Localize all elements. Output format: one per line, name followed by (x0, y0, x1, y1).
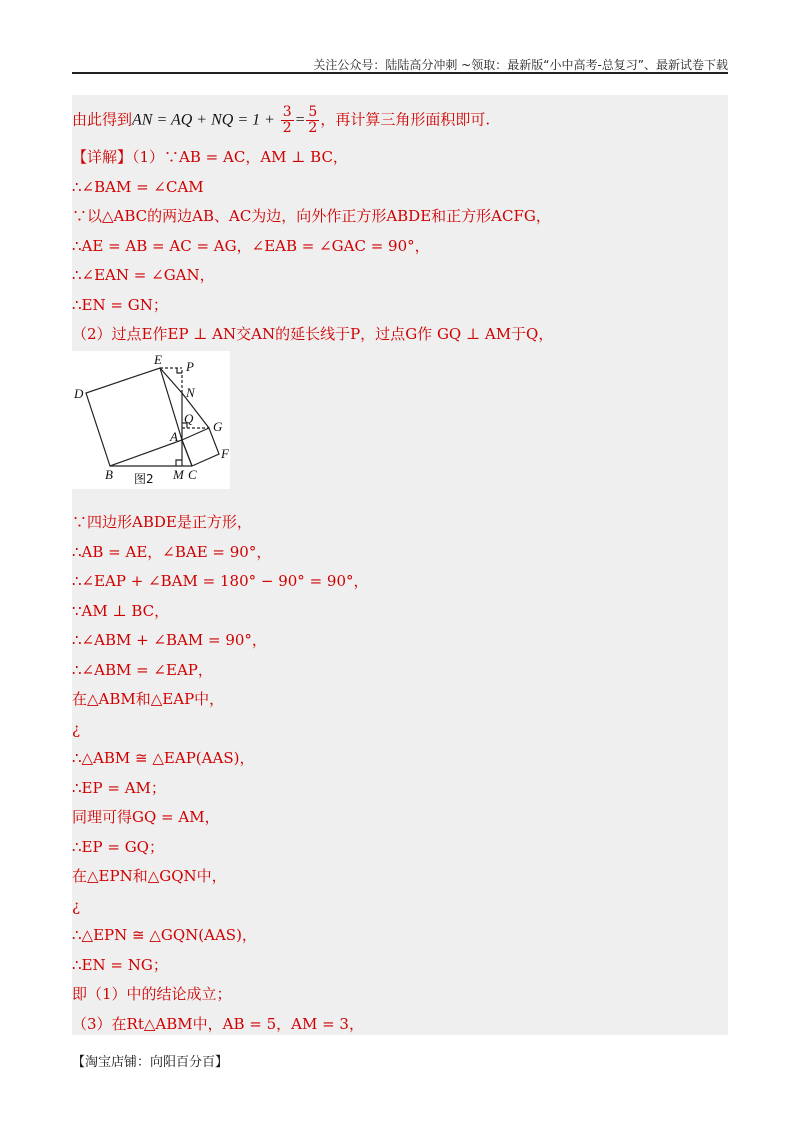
solution-line: ∴∠BAM = ∠CAM (72, 178, 204, 196)
figure-caption: 图2 (134, 472, 154, 486)
solution-line: ∴∠ABM = ∠EAP， (72, 661, 213, 679)
solution-line: ∴EP = AM； (72, 779, 166, 797)
header-rule (72, 72, 728, 74)
label-m: M (173, 467, 184, 482)
label-e: E (154, 352, 162, 367)
solution-line: ¿ (72, 720, 81, 738)
geometry-figure (72, 351, 230, 489)
label-b: B (105, 467, 113, 482)
solution-line: ∴EN = GN； (72, 296, 168, 314)
figure-svg (72, 351, 230, 489)
solution-line: ∴∠ABM + ∠BAM = 90°， (72, 631, 267, 649)
segment-ac (182, 440, 192, 466)
solution-line: ∵四边形ABDE是正方形， (72, 513, 252, 531)
solution-panel (72, 95, 728, 1035)
page-header: 关注公众号：陆陆高分冲刺 ~领取：最新版“小中高考-总复习”、最新试卷下载 (313, 58, 728, 72)
frac1-denominator: 2 (282, 120, 292, 136)
solution-line: （3）在Rt△ABM中，AB = 5，AM = 3， (72, 1015, 364, 1033)
intro-expression: AN = AQ + NQ = 1 + (132, 111, 275, 129)
intro-equals: = (294, 111, 306, 129)
solution-line: ∴△EPN ≅ △GQN(AAS)， (72, 926, 257, 944)
solution-line: ∴△ABM ≅ △EAP(AAS)， (72, 749, 255, 767)
solution-line: ∴AE = AB = AC = AG，∠EAB = ∠GAC = 90°， (72, 237, 430, 255)
fraction-three-halves (281, 105, 294, 136)
label-g: G (213, 419, 223, 434)
label-f: F (221, 446, 229, 461)
frac2-numerator: 5 (308, 104, 318, 120)
intro-suffix: ，再计算三角形面积即可. (320, 110, 491, 129)
solution-line: 即（1）中的结论成立； (72, 985, 232, 1003)
page-footer: 【淘宝店铺：向阳百分百】 (72, 1055, 229, 1070)
solution-line: ∵以△ABC的两边AB、AC为边，向外作正方形ABDE和正方形ACFG， (72, 207, 551, 225)
solution-line: （2）过点E作EP ⊥ AN交AN的延长线于P，过点G作 GQ ⊥ AM于Q， (72, 325, 554, 343)
intro-prefix: 由此得到 (72, 110, 133, 129)
solution-line: ∴EN = NG； (72, 956, 168, 974)
solution-line: ∴AB = AE，∠BAE = 90°， (72, 543, 272, 561)
solution-line: ¿ (72, 897, 81, 915)
solution-line: ∴∠EAP + ∠BAM = 180° − 90° = 90°， (72, 572, 369, 590)
solution-line: ∵AM ⊥ BC， (72, 602, 170, 620)
frac2-denominator: 2 (308, 120, 318, 136)
right-angle-m (176, 460, 182, 466)
square-abde (86, 368, 182, 466)
intro-line (72, 105, 490, 136)
label-q: Q (184, 411, 194, 426)
right-angle-p (177, 368, 182, 373)
solution-line: ∴∠EAN = ∠GAN， (72, 266, 215, 284)
solution-line: 同理可得GQ = AM， (72, 808, 220, 826)
solution-line: ∴EP = GQ； (72, 838, 164, 856)
label-c: C (188, 467, 197, 482)
solution-line: 【详解】（1）∵AB = AC，AM ⊥ BC， (72, 148, 348, 166)
label-p: P (186, 359, 194, 374)
fraction-five-halves (306, 105, 319, 136)
label-n: N (186, 385, 195, 400)
solution-line: 在△ABM和△EAP中， (72, 690, 225, 708)
label-a: A (170, 429, 178, 444)
label-d: D (74, 386, 84, 401)
frac1-numerator: 3 (282, 104, 292, 120)
solution-line: 在△EPN和△GQN中， (72, 867, 227, 885)
